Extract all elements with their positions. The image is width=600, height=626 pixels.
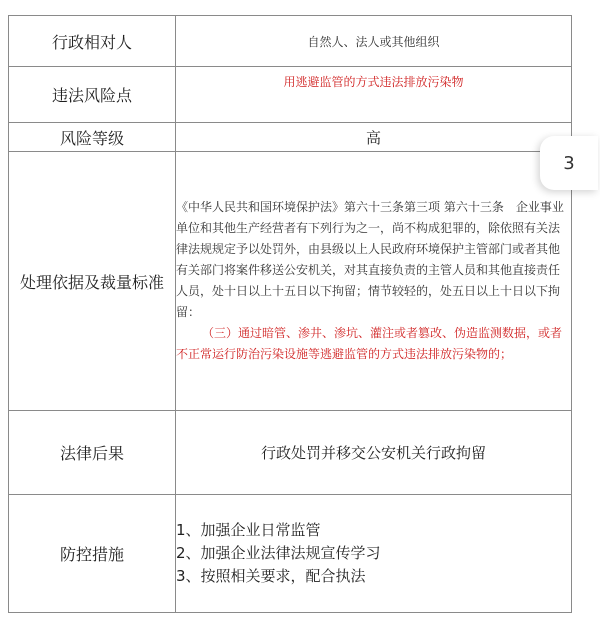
row-consequence bbox=[9, 411, 572, 495]
basis-content bbox=[176, 152, 572, 411]
consequence-value: 行政处罚并移交公安机关行政拘留 bbox=[176, 411, 572, 495]
row-counterpart bbox=[9, 16, 572, 67]
measure-item: 3、按照相关要求，配合执法 bbox=[176, 567, 366, 585]
measure-item: 2、加强企业法律法规宣传学习 bbox=[176, 544, 381, 562]
row-risk-point bbox=[9, 67, 572, 123]
risk-point-value: 用逃避监管的方式违法排放污染物 bbox=[176, 67, 572, 123]
row-risk-level bbox=[9, 123, 572, 152]
basis-red-text: （三）通过暗管、渗井、渗坑、灌注或者篡改、伪造监测数据，或者不正常运行防治污染设施等逃避监管的方式违法排放污染物的； bbox=[176, 326, 563, 361]
measure-item: 1、加强企业日常监管 bbox=[176, 521, 321, 539]
counterpart-label: 行政相对人 bbox=[9, 16, 176, 67]
basis-label: 处理依据及裁量标准 bbox=[9, 152, 176, 411]
row-basis bbox=[9, 152, 572, 411]
measures-list bbox=[176, 495, 572, 613]
risk-point-label: 违法风险点 bbox=[9, 67, 176, 123]
row-measures bbox=[9, 495, 572, 613]
risk-level-label: 风险等级 bbox=[9, 123, 176, 152]
risk-level-value: 高 bbox=[176, 123, 572, 152]
consequence-label: 法律后果 bbox=[9, 411, 176, 495]
basis-main-text: 《中华人民共和国环境保护法》第六十三条第三项 第六十三条 企业事业单位和其他生产经营者有下列行为之一，尚不构成犯罪的，除依照有关法律法规规定予以处罚外，由县级以上人民政府环境保护主管部门或者其他有关部门将案件移送公安机关，对其直接负责的主管人员和其他直接责任人员，处十日以上十五日以下拘留；情节较轻的，处五日以上十日以下拘留： bbox=[176, 200, 564, 319]
counterpart-value: 自然人、法人或其他组织 bbox=[176, 16, 572, 67]
measures-label: 防控措施 bbox=[9, 495, 176, 613]
risk-table bbox=[8, 15, 572, 613]
page-number-badge[interactable]: 3 bbox=[540, 136, 598, 190]
